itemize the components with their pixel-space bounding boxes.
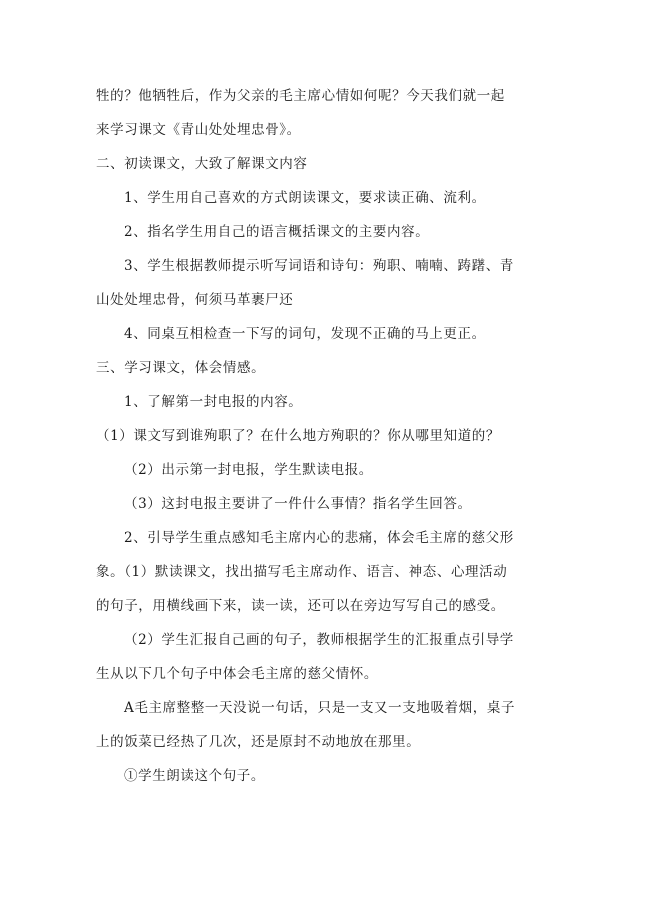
list-item: 3、学生根据教师提示听写词语和诗句：殉职、喃喃、踌躇、青 — [124, 258, 514, 274]
list-item: 4、同桌互相检查一下写的词句，发现不正确的马上更正。 — [124, 326, 486, 342]
sub-item: （2）学生汇报自己画的句子，教师根据学生的汇报重点引导学 — [124, 632, 514, 648]
body-text-line: 来学习课文《青山处处埋忠骨》。 — [96, 122, 301, 138]
sub-item: （2）出示第一封电报，学生默读电报。 — [124, 462, 373, 478]
list-item-continued: 山处处埋忠骨，何须马革裹尸还 — [96, 292, 294, 308]
sub-item: （3）这封电报主要讲了一件什么事情？指名学生回答。 — [124, 496, 472, 512]
sub-item: （1）课文写到谁殉职了？在什么地方殉职的？你从哪里知道的？ — [96, 428, 500, 444]
list-item: 2、引导学生重点感知毛主席内心的悲痛，体会毛主席的慈父形 — [124, 530, 514, 546]
quoted-sentence-continued: 上的饭菜已经热了几次，还是原封不动地放在那里。 — [96, 734, 421, 750]
quoted-sentence: A毛主席整整一天没说一句话，只是一支又一支地吸着烟，桌子 — [124, 700, 516, 716]
list-item-continued: 象。（1）默读课文，找出描写毛主席动作、语言、神态、心理活动 — [96, 564, 508, 580]
list-item: 1、学生用自己喜欢的方式朗读课文，要求读正确、流利。 — [124, 190, 486, 206]
list-item: 2、指名学生用自己的语言概括课文的主要内容。 — [124, 224, 430, 240]
list-item-continued: 的句子，用横线画下来，读一读，还可以在旁边写写自己的感受。 — [96, 598, 505, 614]
list-item: 1、了解第一封电报的内容。 — [124, 394, 303, 410]
section-heading: 三、学习课文，体会情感。 — [96, 360, 266, 376]
list-item: ①学生朗读这个句子。 — [124, 768, 265, 784]
sub-item-continued: 生从以下几个句子中体会毛主席的慈父情怀。 — [96, 666, 378, 682]
body-text-line: 牲的？他牺牲后，作为父亲的毛主席心情如何呢？今天我们就一起 — [96, 88, 505, 104]
section-heading: 二、初读课文，大致了解课文内容 — [96, 156, 308, 172]
